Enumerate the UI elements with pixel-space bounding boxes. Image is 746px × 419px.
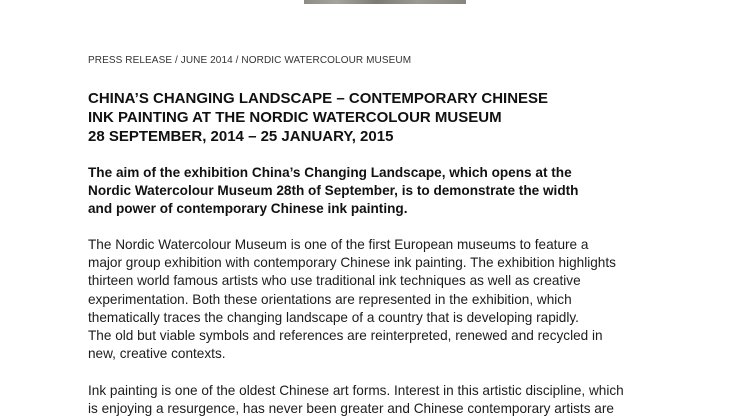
body-line: is enjoying a resurgence, has never been greater and Chinese contemporary artists are (88, 401, 614, 417)
page-title (88, 89, 708, 146)
body-line: thematically traces the changing landscape of a country that is developing rapidly. (88, 309, 579, 325)
press-release-header: PRESS RELEASE / JUNE 2014 / NORDIC WATERCOLOUR MUSEUM (88, 55, 412, 66)
body-line: new, creative contexts. (88, 346, 226, 362)
body-line: experimentation. Both these orientations are represented in the exhibition, which (88, 291, 572, 307)
header-artwork-image (304, 0, 466, 4)
lead-line: Nordic Watercolour Museum 28th of September, is to demonstrate the width (88, 183, 579, 198)
title-line: INK PAINTING AT THE NORDIC WATERCOLOUR MUSEUM (88, 109, 502, 126)
title-dates: 28 SEPTEMBER, 2014 – 25 JANUARY, 2015 (88, 128, 394, 145)
body-line: The old but viable symbols and references are reinterpreted, renewed and recycled in (88, 328, 603, 344)
lead-paragraph (88, 164, 708, 218)
body-line: The Nordic Watercolour Museum is one of the first European museums to feature a (88, 237, 589, 252)
lead-line: The aim of the exhibition China’s Changing Landscape, which opens at the (88, 165, 572, 180)
title-line: CHINA’S CHANGING LANDSCAPE – CONTEMPORARY CHINESE (88, 90, 549, 107)
body-line: thirteen world famous artists who use traditional ink techniques as well as creative (88, 273, 581, 289)
lead-line: and power of contemporary Chinese ink painting. (88, 201, 408, 216)
body-line: Ink painting is one of the oldest Chinese art forms. Interest in this artistic discipline, which (88, 383, 624, 398)
body-paragraph-2 (88, 382, 708, 418)
body-line: major group exhibition with contemporary Chinese ink painting. The exhibition highlights (88, 255, 616, 271)
body-paragraph-1 (88, 236, 708, 363)
